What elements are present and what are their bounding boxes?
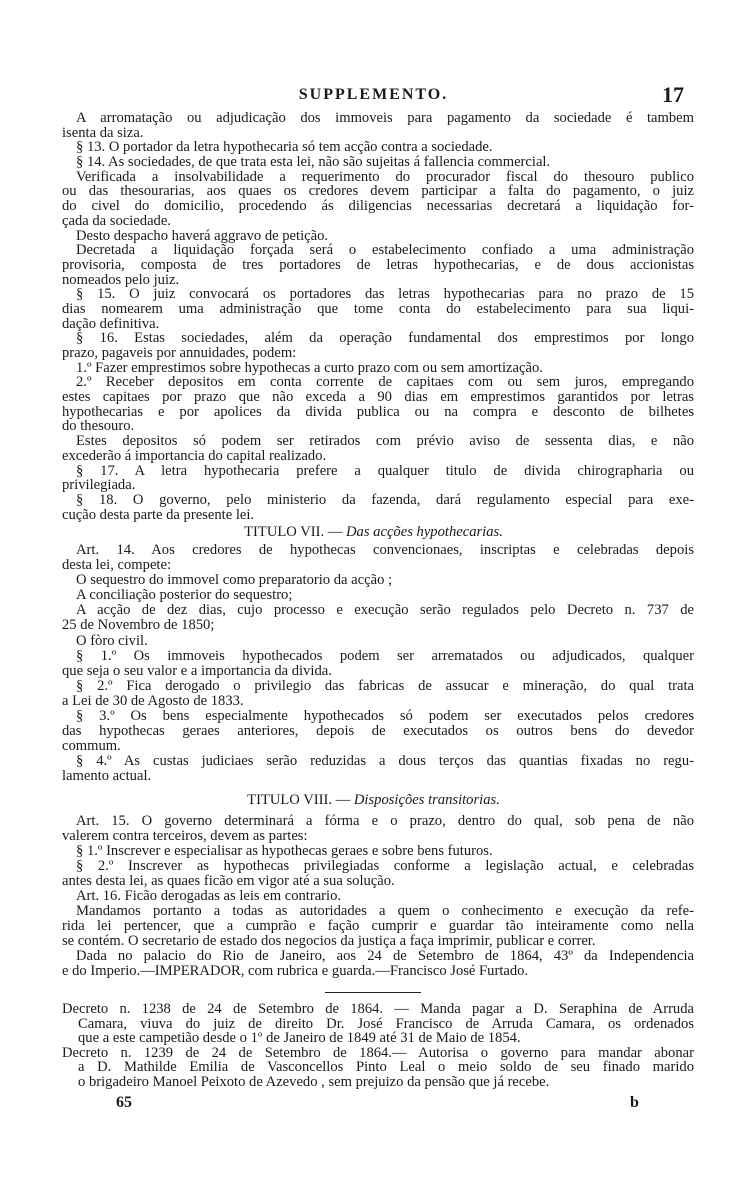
text-line: o brigadeiro Manoel Peixoto de Azevedo , sem prejuizo da pensão que já recebe. <box>78 1073 550 1090</box>
text-line: § 16. Estas sociedades, além da operação fundamental dos emprestimos por longo <box>76 331 694 346</box>
text-line: desta lei, compete: <box>62 557 172 574</box>
text-line: § 1.º Os immoveis hypothecados podem ser arrematados ou adjudicados, qualquer <box>76 648 694 664</box>
text-line: § 4.º As custas judiciaes serão reduzidas a dous terços das quantias fixadas no regu- <box>76 754 694 770</box>
text-line: Decreto n. 1238 de 24 de Setembro de 1864. — Manda pagar a D. Seraphina de Arruda <box>62 1002 694 1017</box>
text-line: § 15. O juiz convocará os portadores das letras hypothecarias para no prazo de 15 <box>76 287 694 302</box>
text-line: que seja o seu valor e a importancia da divida. <box>62 662 332 679</box>
text-line: provisoria, composta de tres portadores de letras hypothecarias, e de dous accionistas <box>62 257 694 273</box>
text-line: Art. 14. Aos credores de hypothecas convencionaes, inscriptas e celebradas depois <box>76 543 694 558</box>
text-line: Dada no palacio do Rio de Janeiro, aos 24 de Setembro de 1864, 43º da Independencia <box>76 949 694 964</box>
text-line: 2.º Receber depositos em conta corrente de capitaes com ou sem juros, empregando <box>76 375 694 391</box>
text-line: Art. 15. O governo determinará a fórma e o prazo, dentro do qual, sob pena de não <box>76 814 694 829</box>
signature-number: 65 <box>116 1094 132 1111</box>
text-line: Art. 16. Ficão derogadas as leis em contrario. <box>76 888 342 904</box>
section-decrees <box>62 1002 694 1090</box>
text-line: cução desta parte da presente lei. <box>62 506 255 523</box>
text-line: rida lei pertencer, que a cumprão e fação cumprir e guardar tão inteiramente como nella <box>62 919 694 934</box>
text-line: § 13. O portador da letra hypothecaria só tem acção contra a sociedade. <box>76 139 493 156</box>
text-line: 25 de Novembro de 1850; <box>62 617 215 634</box>
text-line: A acção de dez dias, cujo processo e execução serão regulados pelo Decreto n. 737 de <box>76 603 694 619</box>
text-line: § 18. O governo, pelo ministerio da fazenda, dará regulamento especial para exe- <box>76 492 694 508</box>
text-line: estes capitaes por prazo que não exceda a 90 dias em emprestimos garantidos por letras <box>62 390 694 405</box>
text-line: das hypothecas geraes anteriores, depois de executados os outros bens do devedor <box>62 724 694 740</box>
text-line: Verificada a insolvabilidade a requerimento do procurador fiscal do thesouro publico <box>76 169 694 185</box>
page-number: 17 <box>662 82 684 107</box>
text-line: isenta da siza. <box>62 124 144 141</box>
text-line: A arromatação ou adjudicação dos immoveis para pagamento da sociedade é tambem <box>76 111 694 126</box>
text-line: valerem contra terceiros, devem as partes: <box>62 828 308 844</box>
text-line: çada da sociedade. <box>62 212 171 229</box>
text-line: excederão á importancia do capital realizado. <box>62 447 327 464</box>
text-line: § 14. As sociedades, de que trata esta lei, não são sujeitas á fallencia commercial. <box>76 154 551 171</box>
text-line: Decreto n. 1239 de 24 de Setembro de 1864.— Autorisa o governo para mandar abonar <box>62 1045 694 1061</box>
text-line: a Lei de 30 de Agosto de 1833. <box>62 692 244 709</box>
text-line: § 2.º Fica derogado o privilegio das fabricas de assucar e mineração, do qual trata <box>76 678 694 694</box>
text-line: Desto despacho haverá aggravo de petição. <box>76 227 329 244</box>
section-divider <box>325 992 421 993</box>
text-line: do civel do domicilio, procedendo ás diligencias necessarias decretará a liquidação for- <box>62 199 694 214</box>
heading-subtitle: Das acções hypothecarias. <box>346 524 503 540</box>
text-line: a D. Mathilde Emilia de Vasconcellos Pinto Leal o meio soldo de seu finado marido <box>78 1060 694 1075</box>
text-line: antes desta lei, as quaes ficão em vigor até a sua solução. <box>62 873 395 889</box>
text-line: § 2.º Inscrever as hypothecas privilegiadas conforme a legislação actual, e celebradas <box>76 859 694 874</box>
heading-subtitle: Disposições transitorias. <box>353 792 500 808</box>
text-line: A conciliação posterior do sequestro; <box>76 587 293 604</box>
text-line: do thesouro. <box>62 418 135 435</box>
text-line: se contém. O secretario de estado dos negocios da justiça a faça imprimir, publicar e correr. <box>62 933 596 949</box>
section-disposicoes-transitorias <box>62 814 694 979</box>
running-header: SUPPLEMENTO. <box>298 86 449 103</box>
text-line: commum. <box>62 738 121 755</box>
text-line: lamento actual. <box>62 768 152 785</box>
text-line: ou das thesourarias, aos quaes os credores devem participar a falta do pagamento, o juiz <box>62 184 694 200</box>
text-line: § 3.º Os bens especialmente hypothecados só podem ser executados pelos credores <box>76 709 694 725</box>
text-line: dação definitiva. <box>62 315 160 332</box>
text-line: privilegiada. <box>62 477 136 494</box>
text-line: hypothecarias e por apolices da divida publica ou na compra e desconto de bilhetes <box>62 404 694 420</box>
text-line: Estes depositos só podem ser retirados com prévio aviso de sessenta dias, e não <box>76 434 694 449</box>
section-sociedades <box>62 111 694 522</box>
text-line: dias nomearem uma administração que tome conta do estabelecimento para sua liqui- <box>62 301 694 317</box>
heading-label: TITULO VII. — <box>244 524 343 540</box>
heading-titulo-vii <box>0 524 747 541</box>
text-line: 1.º Fazer emprestimos sobre hypothecas a curto prazo com ou sem amortização. <box>76 359 543 376</box>
text-line: Mandamos portanto a todas as autoridades a quem o conhecimento e execução da refe- <box>76 904 694 919</box>
text-line: prazo, pagaveis por annuidades, podem: <box>62 345 297 361</box>
text-line: § 17. A letra hypothecaria prefere a qualquer titulo de divida chirographaria ou <box>76 463 694 479</box>
text-line: O fòro civil. <box>76 632 148 649</box>
text-line: O sequestro do immovel como preparatorio da acção ; <box>76 572 393 589</box>
signature-mark: b <box>630 1094 639 1111</box>
text-line: § 1.º Inscrever e especialisar as hypothecas geraes e sobre bens futuros. <box>76 843 493 859</box>
text-line: Decretada a liquidação forçada será o estabelecimento confiado a uma administração <box>76 243 694 258</box>
text-line: e do Imperio.—IMPERADOR, com rubrica e guarda.—Francisco José Furtado. <box>62 963 529 979</box>
text-line: nomeados pelo juiz. <box>62 271 180 288</box>
heading-label: TITULO VIII. — <box>247 792 351 808</box>
heading-titulo-viii <box>0 792 747 809</box>
section-accoes-hypothecarias <box>62 543 694 785</box>
text-line: que a este campetião desde o 1º de Janeiro de 1849 até 31 de Maio de 1854. <box>78 1030 521 1047</box>
text-line: Camara, viuva do juiz de direito Dr. José Francisco de Arruda Camara, os ordenados <box>78 1016 694 1032</box>
